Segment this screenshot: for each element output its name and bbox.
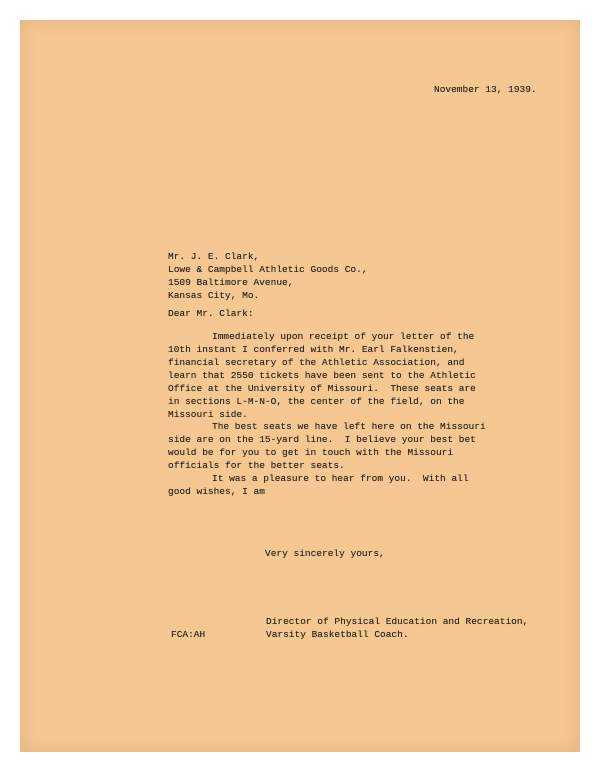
paragraph-line: Office at the University of Missouri. These seats are (168, 383, 476, 394)
paragraph-line: learn that 2550 tickets have been sent to the Athletic (168, 370, 476, 381)
salutation: Dear Mr. Clark: (168, 308, 254, 319)
complimentary-closing: Very sincerely yours, (265, 548, 385, 559)
title-line: Director of Physical Education and Recreation, (266, 616, 529, 627)
paragraph-line: financial secretary of the Athletic Association, and (168, 357, 465, 368)
paragraph-line: Missouri side. (168, 409, 248, 420)
paragraph-line: side are on the 15-yard line. I believe your best bet (168, 434, 476, 445)
title-line: Varsity Basketball Coach. (266, 629, 409, 640)
paragraph-line: Immediately upon receipt of your letter of the (212, 331, 475, 342)
address-line: Kansas City, Mo. (168, 290, 260, 301)
letter-date: November 13, 1939. (434, 84, 537, 95)
address-line: Lowe & Campbell Athletic Goods Co., (168, 264, 368, 275)
typist-initials: FCA:AH (171, 629, 206, 640)
paragraph-line: in sections L-M-N-O, the center of the field, on the (168, 396, 465, 407)
paragraph-line: good wishes, I am (168, 486, 265, 497)
paragraph-line: officials for the better seats. (168, 460, 345, 471)
paragraph-line: It was a pleasure to hear from you. With all (212, 473, 469, 484)
address-line: 1509 Baltimore Avenue, (168, 277, 294, 288)
paragraph-line: 10th instant I conferred with Mr. Earl Falkenstien, (168, 344, 459, 355)
address-line: Mr. J. E. Clark, (168, 251, 260, 262)
paragraph-line: The best seats we have left here on the Missouri (212, 421, 486, 432)
paragraph-line: would be for you to get in touch with the Missouri (168, 447, 454, 458)
